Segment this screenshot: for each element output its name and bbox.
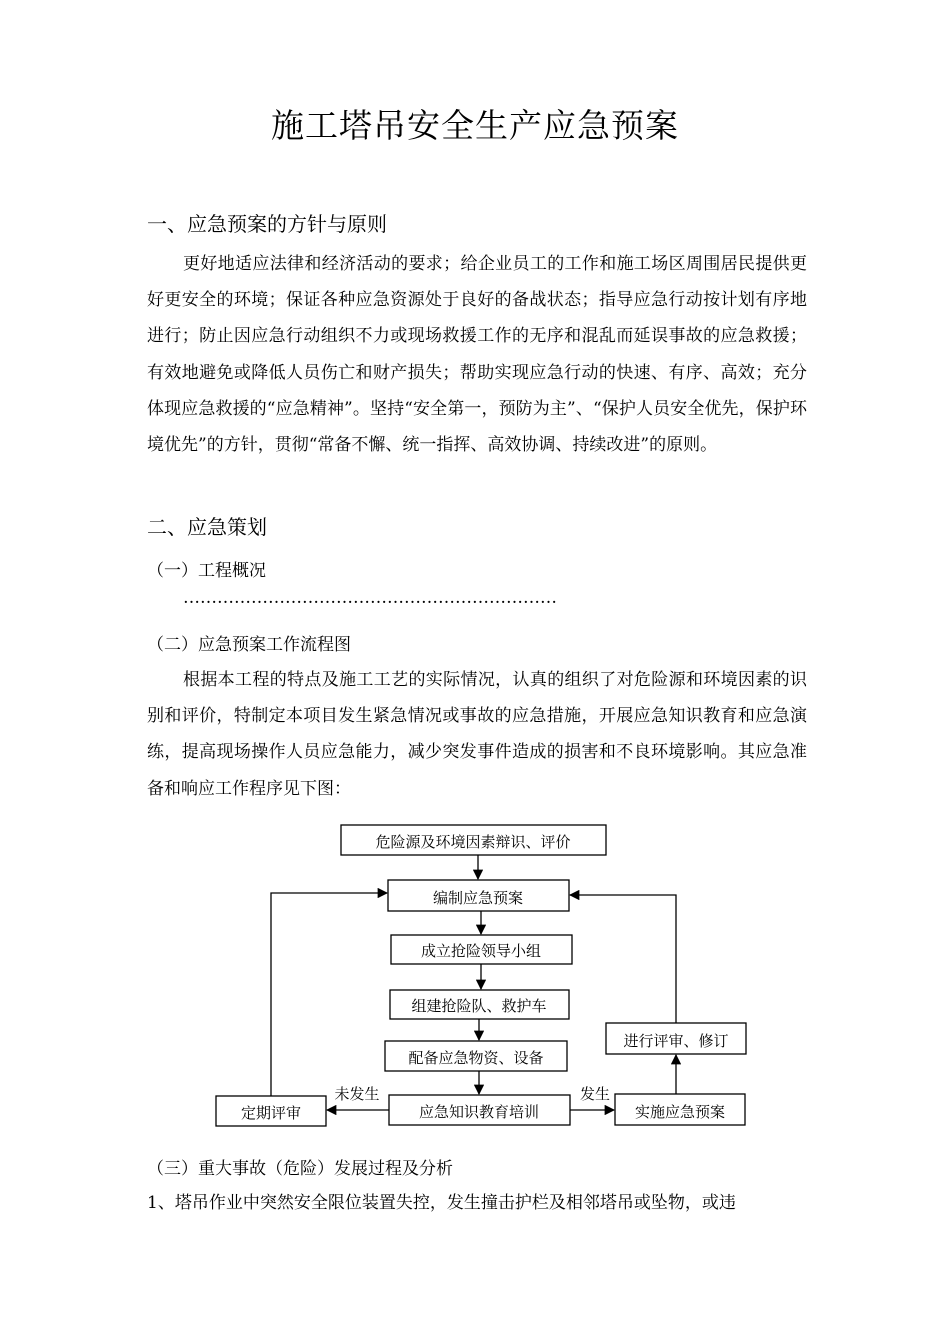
label-not-occur: 未发生 — [334, 1085, 380, 1103]
label-occur: 发生 — [579, 1085, 611, 1103]
item-1-text: 1、塔吊作业中突然安全限位装置失控，发生撞击护栏及相邻塔吊或坠物，或违 — [147, 1193, 736, 1213]
box-revise-label: 进行评审、修订 — [623, 1032, 729, 1050]
box-plan-label: 编制应急预案 — [432, 889, 524, 907]
box-team-label: 成立抢险领导小组 — [420, 942, 542, 960]
subsection-2-paragraph: 根据本工程的特点及施工工艺的实际情况，认真的组织了对危险源和环境因素的识别和评价，特制定本项目发生紧急情况或事故的应急措施，开展应急知识教育和应急演练，提高现场操作人员应急能力，减少突发事件造成的损害和不良环境影响。其应急准备和响应工作程序见下图： — [147, 670, 807, 799]
box-supplies-label: 配备应急物资、设备 — [408, 1049, 544, 1067]
arrow-review-to-plan — [271, 893, 387, 1096]
section-1-heading: 一、应急预案的方针与原则 — [147, 212, 387, 236]
document-title: 施工塔吊安全生产应急预案 — [271, 106, 679, 145]
box-squad-label: 组建抢险队、救护车 — [411, 997, 547, 1015]
subsection-2-heading: （二）应急预案工作流程图 — [147, 635, 351, 655]
section-1-paragraph: 更好地适应法律和经济活动的要求；给企业员工的工作和施工场区周围居民提供更好更安全的环境；保证各种应急资源处于良好的备战状态；指导应急行动按计划有序地进行；防止因应急行动组织不力或现场救援工作的无序和混乱而延误事故的应急救援；有效地避免或降低人员伤亡和财产损失；帮助实现应急行动的快速、有序、高效；充分体现应急救援的“应急精神”。坚持“安全第一，预防为主”、“保护人员安全优先，保护环境优先”的方针，贯彻“常备不懈、统一指挥、高效协调、持续改进”的原则。 — [147, 254, 807, 456]
box-training-label: 应急知识教育培训 — [418, 1103, 540, 1121]
subsection-3-heading: （三）重大事故（危险）发展过程及分析 — [147, 1159, 453, 1179]
subsection-1-heading: （一）工程概况 — [147, 561, 266, 581]
arrow-revise-to-plan — [570, 895, 676, 1023]
box-execute-label: 实施应急预案 — [634, 1103, 726, 1121]
box-review-label: 定期评审 — [240, 1104, 302, 1122]
box-identify-label: 危险源及环境因素辩识、评价 — [375, 833, 571, 851]
section-2-heading: 二、应急策划 — [147, 515, 267, 539]
placeholder-dots: ………………………………………………………… — [183, 588, 557, 608]
